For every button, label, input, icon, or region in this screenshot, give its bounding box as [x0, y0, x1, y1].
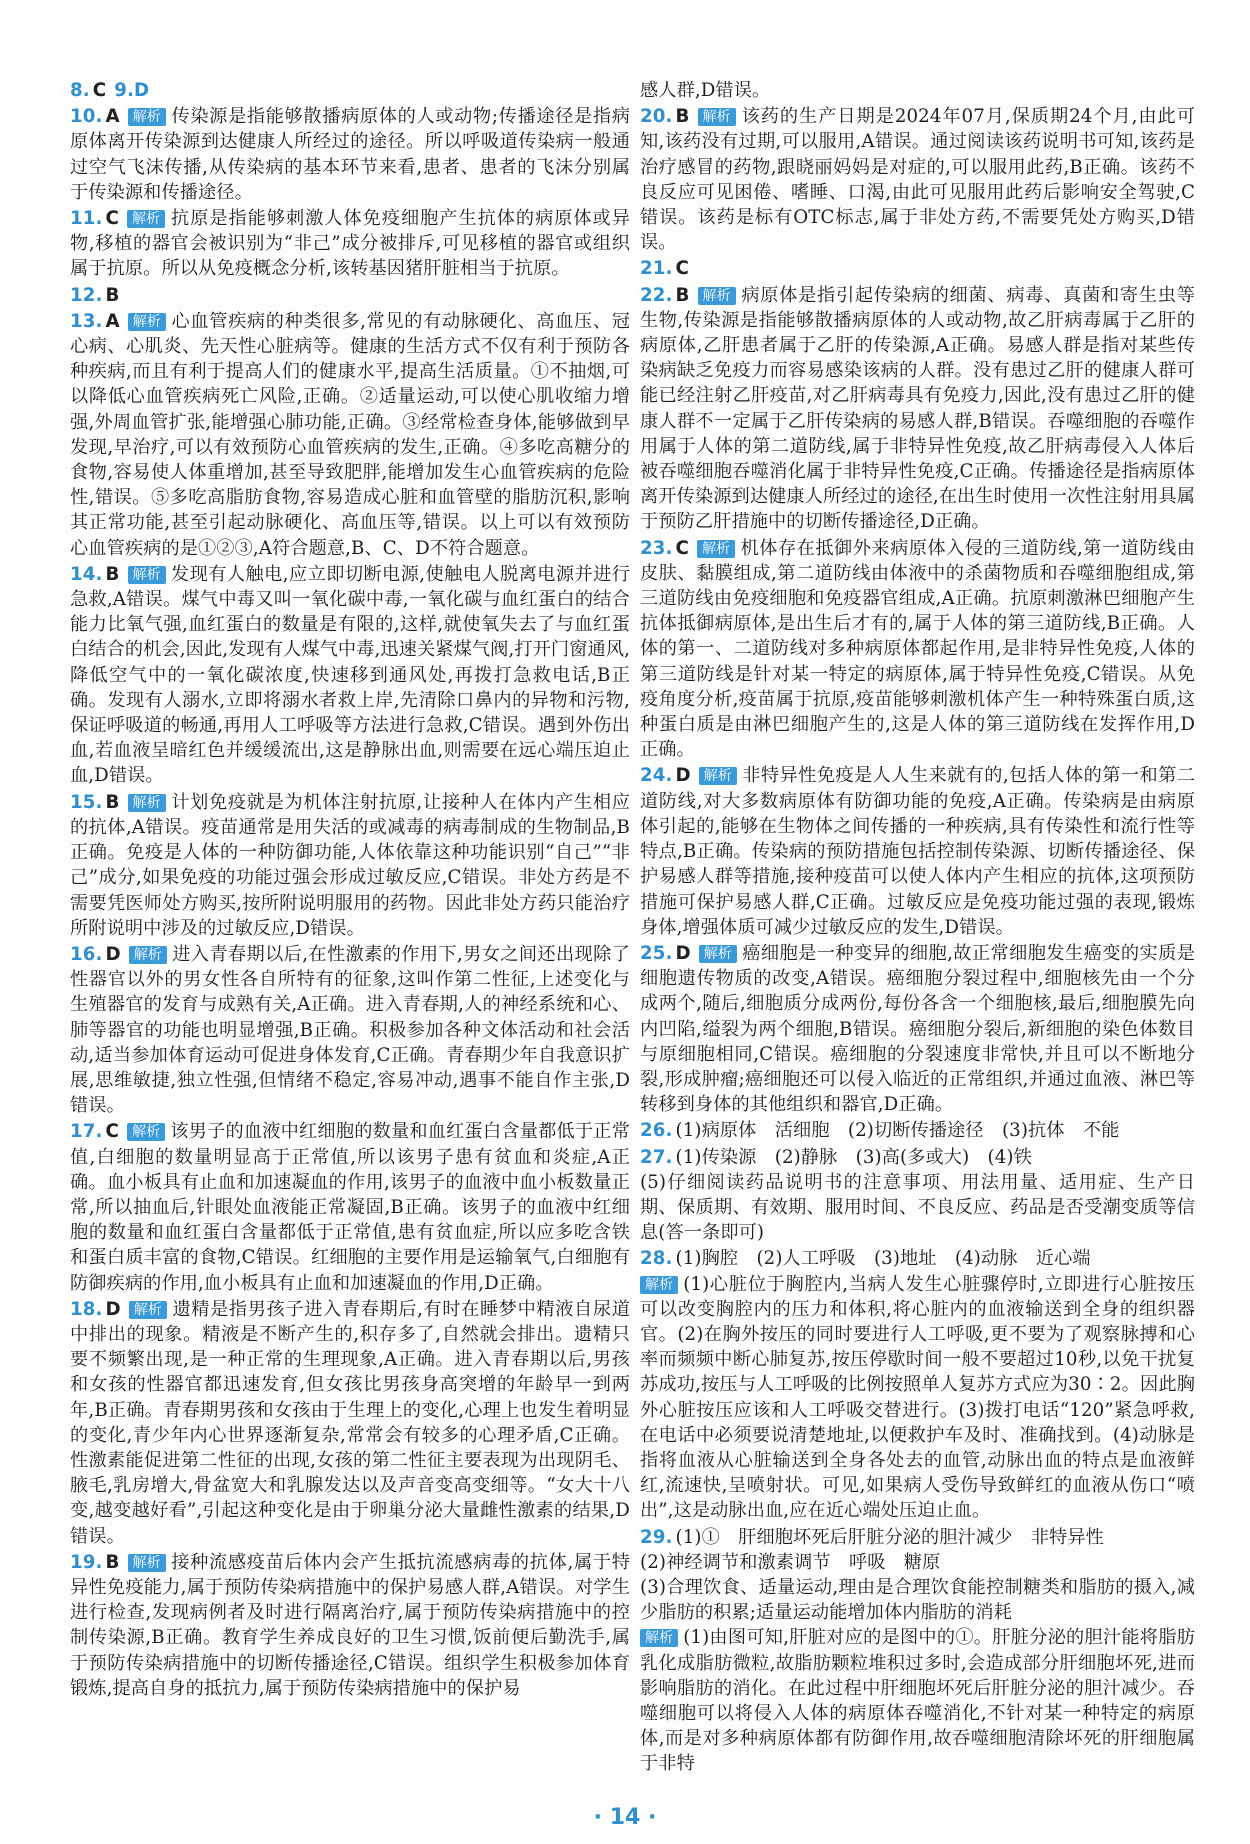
answer-item — [640, 1246, 1195, 1523]
question-number: 22. — [640, 284, 673, 306]
answer-item — [70, 942, 630, 1118]
analysis-text: (1)由图可知,肝脏对应的是图中的①。肝脏分泌的胆汁能将脂肪乳化成脂肪微粒,故脂肪颗粒堆积过多时,会造成部分肝细胞坏死,进而影响脂肪的消化。在此过程中肝细胞坏死后肝脏分泌的胆汁减少。吞噬细胞可以将侵入人体的病原体吞噬消化,不针对某一种特定的病原体,而是对多种病原体都有防御作用,故吞噬细胞清除坏死的肝细胞属于非特 — [640, 1627, 1195, 1775]
analysis-tag: 解析 — [698, 287, 736, 305]
question-number: 19. — [70, 1551, 103, 1573]
answer-text: 机体存在抵御外来病原体入侵的三道防线,第一道防线由皮肤、黏膜组成,第二道防线由体液中的杀菌物质和吞噬细胞组成,第三道防线由免疫细胞和免疫器官组成,A正确。抗原刺激淋巴细胞产生抗体抵御病原体,是出生后才有的,属于人体的第三道防线,B正确。人体的第一、二道防线对多种病原体都起作用,是非特异性免疫,人体的第三道防线是针对某一特定的病原体,属于特异性免疫,C错误。从免疫角度分析,疫苗属于抗原,疫苗能够刺激机体产生一种特殊蛋白质,这种蛋白质是由淋巴细胞产生的,这是人体的第三道防线在发挥作用,D正确。 — [640, 537, 1195, 761]
analysis-tag: 解析 — [129, 1301, 167, 1319]
answer-choice: B — [105, 563, 120, 585]
question-number: 23. — [640, 537, 673, 559]
question-number: 20. — [640, 106, 673, 128]
answer-text: 发现有人触电,应立即切断电源,使触电人脱离电源并进行急救,A错误。煤气中毒又叫一氧化碳中毒,一氧化碳与血红蛋白的结合能力比氧气强,血红蛋白的数量是有限的,这样,就使氧失去了与血红蛋白结合的机会,因此,发现有人煤气中毒,迅速关紧煤气阀,打开门窗通风,降低空气中的一氧化碳浓度,快速移到通风处,再拨打急救电话,B正确。发现有人溺水,立即将溺水者救上岸,先清除口鼻内的异物和污物,保证呼吸道的畅通,再用人工呼吸等方法进行急救,C错误。遇到外伤出血,若血液呈暗红色并缓缓流出,这是静脉出血,则需要在远心端压迫止血,D错误。 — [70, 563, 630, 787]
answer-text: 传染源是指能够散播病原体的人或动物;传播途径是指病原体离开传染源到达健康人所经过的途径。所以呼吸道传染病一般通过空气飞沫传播,从传染病的基本环节来看,患者、患者的飞沫分别属于传染源和传播途径。 — [70, 106, 630, 203]
question-number: 9.D — [114, 80, 150, 101]
question-number: 28. — [640, 1248, 673, 1270]
answer-item — [70, 1297, 630, 1549]
answer-choice: B — [105, 1551, 120, 1573]
analysis-tag: 解析 — [128, 1554, 166, 1572]
answer-item — [640, 104, 1195, 255]
answer-text: 抗原是指能够刺激人体免疫细胞产生抗体的病原体或异物,移植的器官会被识别为“非己”成分被排斥,可见移植的器官或组织属于抗原。所以从免疫概念分析,该转基因猪肝脏相当于抗原。 — [70, 208, 630, 280]
answer-choice: C — [675, 537, 689, 559]
answer-item — [640, 256, 1195, 281]
analysis-tag: 解析 — [699, 767, 737, 785]
answer-subline: (2)神经调节和激素调节 呼吸 糖原 — [640, 1551, 941, 1573]
question-number: 18. — [70, 1298, 103, 1320]
answer-text: 感人群,D错误。 — [640, 80, 771, 101]
answer-text: 心血管疾病的种类很多,常见的有动脉硬化、高血压、冠心病、心肌炎、先天性心脏病等。健康的生活方式不仅有利于预防各种疾病,而且有利于提高人们的健康水平,提高生活质量。①不抽烟,可以降低心血管疾病死亡风险,正确。②适量运动,可以使心肌收缩力增强,外周血管扩张,能增强心肺功能,正确。③经常检查身体,能够做到早发现,早治疗,可以有效预防心血管疾病的发生,正确。④多吃高糖分的食物,容易使人体重增加,甚至导致肥胖,能增加发生心血管疾病的危险性,错误。⑤多吃高脂肪食物,容易造成心脏和血管壁的脂肪沉积,影响其正常功能,甚至引起动脉硬化、高血压等,错误。以上可以有效预防心血管疾病的是①②③,A符合题意,B、C、D不符合题意。 — [70, 310, 630, 559]
answer-item — [70, 206, 630, 282]
answer-choice: D — [105, 943, 121, 965]
analysis-tag: 解析 — [128, 313, 166, 331]
question-number: 16. — [70, 943, 103, 965]
answer-choice: A — [105, 106, 120, 128]
answer-choice: A — [105, 310, 120, 332]
answer-item — [70, 1119, 630, 1295]
answer-item — [640, 941, 1195, 1117]
answer-text: (1)病原体 活细胞 (2)切断传播途径 (3)抗体 不能 — [675, 1120, 1120, 1142]
analysis-tag: 解析 — [128, 794, 166, 812]
answer-text: 接种流感疫苗后体内会产生抵抗流感病毒的抗体,属于特异性免疫能力,属于预防传染病措施中的保护易感人群,A错误。对学生进行检查,发现病例者及时进行隔离治疗,属于预防传染病措施中的控制传染源,B正确。教育学生养成良好的卫生习惯,饭前便后勤洗手,属于预防传染病措施中的切断传播途径,C错误。组织学生积极参加体育锻炼,提高自身的抵抗力,属于预防传染病措施中的保护易 — [70, 1551, 630, 1699]
answer-choice: B — [105, 284, 120, 306]
question-number: 29. — [640, 1526, 673, 1548]
answer-text: 遗精是指男孩子进入青春期后,有时在睡梦中精液自尿道中排出的现象。精液是不断产生的,积存多了,自然就会排出。遗精只要不频繁出现,是一种正常的生理现象,A正确。进入青春期以后,男孩和女孩的性器官都迅速发育,但女孩比男孩身高突增的年龄早一到两年,B正确。青春期男孩和女孩由于生理上的变化,心理上也发生着明显的变化,青少年内心世界逐渐复杂,常常会有较多的心理矛盾,C正确。性激素能促进第二性征的出现,女孩的第二性征主要表现为出现阴毛、腋毛,乳房增大,骨盆宽大和乳腺发达以及声音变高变细等。“女大十八变,越变越好看”,引起这种变化是由于卵巢分泌大量雌性激素的结果,D错误。 — [70, 1298, 630, 1547]
question-number: 13. — [70, 310, 103, 332]
question-number: 10. — [70, 106, 103, 128]
answer-item — [640, 1525, 1195, 1777]
answer-item — [640, 763, 1195, 939]
analysis-tag: 解析 — [129, 946, 167, 964]
question-number: 21. — [640, 258, 673, 280]
answer-item — [70, 309, 630, 561]
answer-item — [640, 1145, 1195, 1246]
analysis-tag: 解析 — [640, 1276, 678, 1294]
answer-choice: B — [675, 106, 690, 128]
answer-item — [70, 1550, 630, 1701]
answer-text: 癌细胞是一种变异的细胞,故正常细胞发生癌变的实质是细胞遗传物质的改变,A错误。癌细胞分裂过程中,细胞核先由一个分成两个,随后,细胞质分成两份,每份各含一个细胞核,最后,细胞膜先向内凹陷,缢裂为两个细胞,B错误。癌细胞分裂后,新细胞的染色体数目与原细胞相同,C错误。癌细胞的分裂速度非常快,并且可以不断地分裂,形成肿瘤;癌细胞还可以侵入临近的正常组织,并通过血液、淋巴等转移到身体的其他组织和器官,D正确。 — [640, 942, 1195, 1116]
analysis-tag: 解析 — [697, 540, 735, 558]
page-number: · 14 · — [593, 1805, 657, 1830]
analysis-tag: 解析 — [699, 945, 737, 963]
question-number: 27. — [640, 1146, 673, 1168]
answer-item — [70, 283, 630, 308]
answer-text: (1)① 肝细胞坏死后肝脏分泌的胆汁减少 非特异性 — [675, 1526, 1104, 1548]
answer-text: 计划免疫就是为机体注射抗原,让接种人在体内产生相应的抗体,A错误。疫苗通常是用失活的或减毒的病毒制成的生物制品,B正确。免疫是人体的一种防御功能,人体依靠这种功能识别“自己”“非己”成分,如果免疫的功能过强会形成过敏反应,C错误。非处方药是不需要凭医师处方购买,按所附说明服用的药物。因此非处方药只能治疗所附说明中涉及的过敏反应,D错误。 — [70, 791, 630, 939]
analysis-tag: 解析 — [698, 108, 736, 126]
answer-choice: C — [105, 208, 119, 230]
answer-text: 非特异性免疫是人人生来就有的,包括人体的第一和第二道防线,对大多数病原体有防御功能的免疫,A正确。传染病是由病原体引起的,能够在生物体之间传播的一种疾病,具有传染性和流行性等特点,B正确。传染病的预防措施包括控制传染源、切断传播途径、保护易感人群等措施,接种疫苗可以使人体内产生相应的抗体,这项预防措施可保护易感人群,C正确。过敏反应是免疫功能过强的表现,锻炼身体,增强体质可减少过敏反应的发生,D错误。 — [640, 765, 1195, 938]
answer-item — [640, 283, 1195, 535]
answer-choice: B — [675, 284, 690, 306]
answer-text: 该药的生产日期是2024年07月,保质期24个月,由此可知,该药没有过期,可以服用,A错误。通过阅读该药说明书可知,该药是治疗感冒的药物,跟晓丽妈妈是对症的,可以服用此药,B正确。该药不良反应可见困倦、嗜睡、口渴,由此可见服用此药后影响安全驾驶,C错误。该药是标有OTC标志,属于非处方药,不需要凭处方购买,D错误。 — [640, 106, 1195, 254]
question-number: 14. — [70, 563, 103, 585]
answer-item — [70, 562, 630, 789]
answer-choice: D — [675, 765, 691, 787]
answer-subline: (5)仔细阅读药品说明书的注意事项、用法用量、适用症、生产日期、保质期、有效期、服用时间、不良反应、药品是否受潮变质等信息(答一条即可) — [640, 1171, 1195, 1244]
answer-text: 进入青春期以后,在性激素的作用下,男女之间还出现除了性器官以外的男女性各自所特有的征象,这叫作第二性征,上述变化与生殖器官的发育与成熟有关,A正确。进入青春期,人的神经系统和心、肺等器官的功能也明显增强,B正确。积极参加各种文体活动和社会活动,适当参加体育运动可促进身体发育,C正确。青春期少年自我意识扩展,思维敏捷,独立性强,但情绪不稳定,容易冲动,遇事不能自作主张,D错误。 — [70, 943, 630, 1117]
question-number: 17. — [70, 1121, 103, 1143]
answer-choice: C — [105, 1121, 119, 1143]
analysis-block — [640, 1625, 1195, 1776]
answer-choice: B — [105, 791, 120, 813]
question-number: 12. — [70, 284, 103, 306]
answer-choice: C — [92, 80, 107, 101]
analysis-tag: 解析 — [127, 1123, 165, 1141]
answer-text: (1)胸腔 (2)人工呼吸 (3)地址 (4)动脉 近心端 — [675, 1248, 1091, 1270]
analysis-tag: 解析 — [640, 1629, 678, 1647]
left-column — [70, 78, 630, 1702]
analysis-tag: 解析 — [127, 210, 165, 228]
analysis-block — [640, 1272, 1195, 1524]
answer-choice: C — [675, 258, 689, 280]
question-number: 26. — [640, 1120, 673, 1142]
answer-choice: D — [105, 1298, 121, 1320]
answer-choice: D — [675, 942, 691, 964]
question-number: 11. — [70, 208, 103, 230]
answer-item — [70, 104, 630, 205]
answer-item — [70, 78, 630, 103]
question-number: 25. — [640, 942, 673, 964]
question-number: 24. — [640, 765, 673, 787]
analysis-text: (1)心脏位于胸腔内,当病人发生心脏骤停时,立即进行心脏按压可以改变胸腔内的压力和体积,将心脏内的血液输送到全身的组织器官。(2)在胸外按压的同时要进行人工呼吸,更不要为了观察脉搏和心率而频频中断心肺复苏,按压停歇时间一般不要超过10秒,以免干扰复苏成功,按压与人工呼吸的比例按照单人复苏方式应为30∶2。因此胸外心脏按压应该和人工呼吸交替进行。(3)拨打电话“120”紧急呼救,在电话中必须要说清楚地址,以便救护车及时、准确找到。(4)动脉是指将血液从心脏输送到全身各处去的血管,动脉出血的特点是血液鲜红,流速快,呈喷射状。可见,如果病人受伤导致鲜红的血液从伤口“喷出”,这是动脉出血,应在近心端处压迫止血。 — [640, 1273, 1195, 1522]
answer-text: (1)传染源 (2)静脉 (3)高(多或大) (4)铁 — [675, 1146, 1032, 1168]
answer-text: 该男子的血液中红细胞的数量和血红蛋白含量都低于正常值,白细胞的数量明显高于正常值,所以该男子患有贫血和炎症,A正确。血小板具有止血和加速凝血的作用,该男子的血液中血小板数量正常,所以抽血后,针眼处血液能正常凝固,B正确。该男子的血液中红细胞的数量和血红蛋白含量都低于正常值,患有贫血症,所以应多吃含铁和蛋白质丰富的食物,C错误。红细胞的主要作用是运输氧气,白细胞有防御疾病的作用,血小板具有止血和加速凝血的作用,D正确。 — [70, 1121, 630, 1294]
right-column — [640, 78, 1195, 1778]
answer-item — [640, 78, 1195, 103]
question-number: 8. — [70, 80, 90, 101]
question-number: 15. — [70, 791, 103, 813]
answer-item — [640, 1118, 1195, 1143]
answer-item — [70, 790, 630, 941]
analysis-tag: 解析 — [128, 566, 166, 584]
answer-text: 病原体是指引起传染病的细菌、病毒、真菌和寄生虫等生物,传染源是指能够散播病原体的人或动物,故乙肝病毒属于乙肝的病原体,乙肝患者属于乙肝的传染源,A正确。易感人群是指对某些传染病缺乏免疫力而容易感染该病的人群。没有患过乙肝的健康人群可能已经注射乙肝疫苗,对乙肝病毒具有免疫力,因此,没有患过乙肝的健康人群不一定属于乙肝传染病的易感人群,B错误。吞噬细胞的吞噬作用属于人体的第二道防线,属于非特异性免疫,故乙肝病毒侵入人体后被吞噬细胞吞噬消化属于非特异性免疫,C正确。传播途径是指病原体离开传染源到达健康人所经过的途径,在出生时使用一次性注射用具属于预防乙肝措施中的切断传播途径,D正确。 — [640, 284, 1195, 533]
answer-subline: (3)合理饮食、适量运动,理由是合理饮食能控制糖类和脂肪的摄入,减少脂肪的积累;适量运动能增加体内脂肪的消耗 — [640, 1576, 1195, 1624]
analysis-tag: 解析 — [128, 108, 166, 126]
answer-item — [640, 536, 1195, 763]
